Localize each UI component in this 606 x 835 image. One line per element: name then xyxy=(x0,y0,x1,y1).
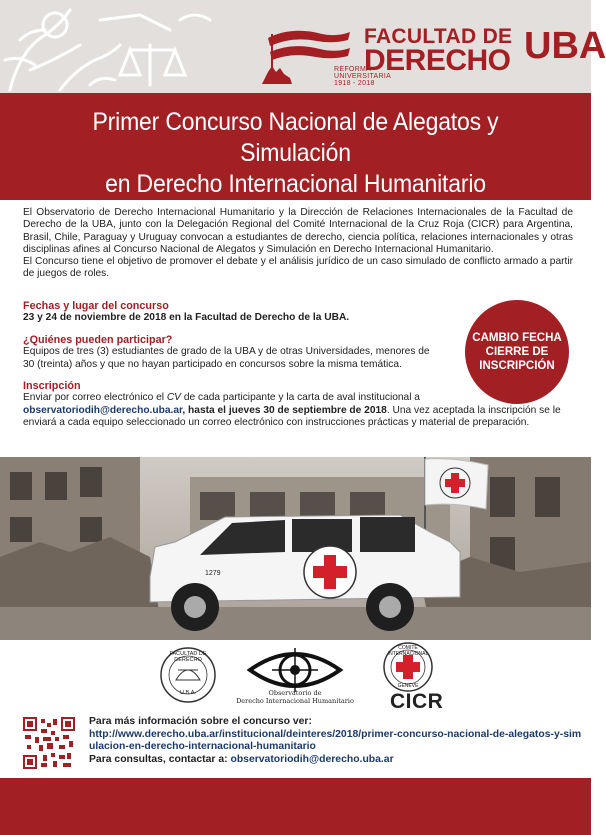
observatorio-line2: Derecho Internacional Humanitario xyxy=(236,696,354,705)
contest-url-link[interactable]: http://www.derecho.uba.ar/institucional/deinteres/2018/primer-concurso-nacional-de-alegatos-y-simulacion-en-derecho-internacional-humanitario xyxy=(89,728,582,752)
red-cross-vehicle-photo xyxy=(0,457,591,640)
cicr-ring-text: COMITE INTERNACIONAL xyxy=(387,645,429,657)
consult-email-link[interactable]: observatoriodih@derecho.uba.ar xyxy=(230,753,394,765)
consult-label: Para consultas, contactar a: xyxy=(89,753,231,765)
inscription-text-2: de cada participante y la carta de aval institucional a xyxy=(180,392,420,404)
uba-seal-text: FACULTAD DE DERECHO xyxy=(169,651,207,663)
faculty-name xyxy=(364,26,512,75)
header-banner xyxy=(0,0,606,93)
dates-heading: Fechas y lugar del concurso xyxy=(23,300,169,312)
inscription-text-1: Enviar por correo electrónico el xyxy=(23,392,167,404)
uba-seal-bottom-text: U.B.A. xyxy=(180,690,196,696)
inscription-text-3: . Una vez aceptada la inscripción se le enviará a cada equipo seleccionado un correo electrónico con instrucciones prácticas y material de preparación. xyxy=(23,404,561,428)
reforma-line1: REFORMA xyxy=(334,66,372,73)
intro-paragraph-1: El Observatorio de Derecho Internacional Humanitario y la Dirección de Relaciones Internacionales de la Facultad de Derecho de la UBA, junto con la Delegación Regional del Comité Internacional de la Cruz Roja (CICR) para Argentina, Brasil, Chile, Paraguay y Uruguay convocan a estudiantes de derecho, ciencia política, relaciones internacionales y otras disciplinas afines al Concurso Nacional de Alegatos y Simulación en Derecho Internacional Humanitario. xyxy=(23,207,573,255)
dates-section xyxy=(23,300,443,325)
contact-info xyxy=(89,716,584,766)
qr-code[interactable] xyxy=(23,717,75,769)
inscription-heading: Inscripción xyxy=(23,380,81,392)
badge-line2: CIERRE DE xyxy=(485,346,549,358)
badge-line3: INSCRIPCIÓN xyxy=(479,360,555,372)
page-title xyxy=(35,107,557,200)
faculty-line2: DERECHO xyxy=(364,44,511,77)
more-info-label: Para más información sobre el concurso ver: xyxy=(89,716,312,727)
title-line2: en Derecho Internacional Humanitario xyxy=(105,170,486,198)
inscription-deadline: , hasta el jueves 30 de septiembre de 2018 xyxy=(182,404,387,416)
deadline-change-badge xyxy=(465,300,569,404)
participants-text: Equipos de tres (3) estudiantes de grado de la UBA y de otras Universidades, menores de 30 (treinta) años y que no hayan participado en concursos sobre la misma temática. xyxy=(23,346,430,370)
participants-section xyxy=(23,334,443,371)
intro-text xyxy=(23,207,573,281)
participants-heading: ¿Quiénes pueden participar? xyxy=(23,334,173,346)
allegory-illustration xyxy=(0,0,215,93)
intro-paragraph-2: El Concurso tiene el objetivo de promover el debate y el análisis jurídico de un caso simulado de conflicto armado a partir de juegos de roles. xyxy=(23,256,573,280)
footer-band xyxy=(0,778,591,835)
reforma-line3: 1918 - 2018 xyxy=(334,80,375,87)
badge-line1: CAMBIO FECHA xyxy=(472,332,562,344)
cicr-acronym: CICR xyxy=(390,690,444,713)
title-line1: Primer Concurso Nacional de Alegatos y Simulación xyxy=(92,108,499,167)
dates-text: 23 y 24 de noviembre de 2018 en la Facultad de Derecho de la UBA. xyxy=(23,312,350,324)
faculty-line1: FACULTAD DE xyxy=(364,25,513,48)
university-name: UBA xyxy=(524,25,606,67)
reforma-line2: UNIVERSITARIA xyxy=(334,73,392,80)
cicr-ring-bottom-text: GENEVE xyxy=(397,683,419,689)
observatorio-line1: Observatorio de xyxy=(268,689,322,697)
observatorio-eye-logo xyxy=(250,648,340,692)
observatorio-name xyxy=(230,690,360,705)
vehicle-plate: 1279 xyxy=(205,570,221,577)
inscription-cv: CV xyxy=(166,392,181,404)
inscription-email-link[interactable]: observatoriodih@derecho.uba.ar xyxy=(23,404,183,416)
